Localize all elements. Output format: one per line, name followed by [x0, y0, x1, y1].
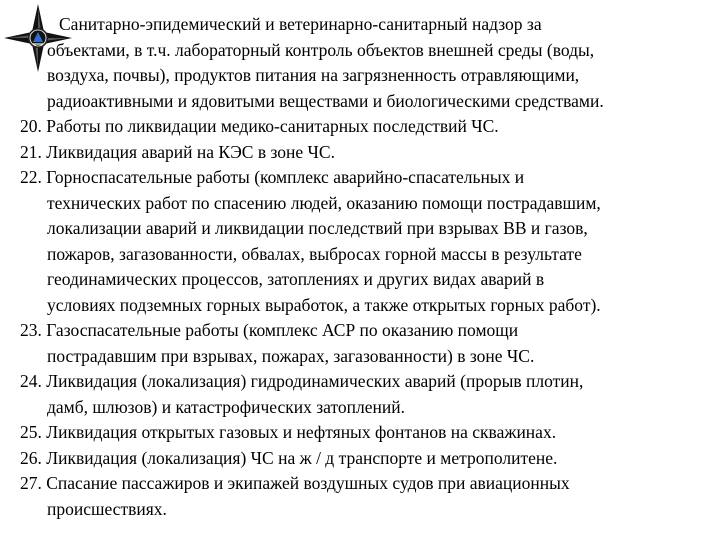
- list-item: [20, 114, 710, 140]
- list-item-line: 21. Ликвидация аварий на КЭС в зоне ЧС.: [20, 141, 335, 162]
- list-item-line: локализации аварий и ликвидации последствий при взрывах ВВ и газов,: [47, 218, 588, 238]
- list-item-line: дамб, шлюзов) и катастрофических затоплений.: [47, 396, 405, 417]
- list-item: [20, 471, 710, 522]
- list-item: [47, 12, 720, 114]
- list-item-line: 20. Работы по ликвидации медико-санитарных последствий ЧС.: [20, 116, 499, 136]
- list-item-line: 24. Ликвидация (локализация) гидродинамических аварий (прорыв плотин,: [20, 371, 584, 391]
- list-item-line: 22. Горноспасательные работы (комплекс аварийно-спасательных и: [20, 167, 525, 187]
- list-item: [20, 369, 710, 420]
- list-item-line: 27. Спасание пассажиров и экипажей воздушных судов при авиационных: [20, 473, 570, 493]
- list-item: [20, 140, 710, 166]
- list-item-line: пожаров, загазованности, обвалах, выбросах горной массы в результате: [47, 243, 582, 264]
- list-item-line: 25. Ликвидация открытых газовых и нефтяных фонтанов на скважинах.: [20, 422, 557, 442]
- list-item-line: технических работ по спасению людей, оказанию помощи пострадавшим,: [47, 192, 601, 213]
- list-item: [20, 165, 710, 318]
- list-item: [20, 318, 710, 369]
- list-item-line: 26. Ликвидация (локализация) ЧС на ж / д транспорте и метрополитене.: [20, 447, 558, 468]
- list-item-line: Санитарно-эпидемический и ветеринарно-санитарный надзор за: [59, 14, 542, 34]
- list-item-line: условиях подземных горных выработок, а также открытых горных работ).: [47, 294, 601, 315]
- list-item-line: происшествиях.: [47, 498, 167, 519]
- list-item-line: пострадавшим при взрывах, пожарах, загазованности) в зоне ЧС.: [47, 345, 535, 366]
- list-item: [20, 446, 710, 472]
- list-item-line: объектами, в т.ч. лабораторный контроль объектов внешней среды (воды,: [47, 39, 595, 60]
- list-item: [20, 420, 710, 446]
- list-item-line: воздуха, почвы), продуктов питания на загрязненность отравляющими,: [47, 65, 580, 85]
- list-item-line: геодинамических процессов, затоплениях и других видах аварий в: [47, 269, 545, 289]
- list-item-line: радиоактивными и ядовитыми веществами и биологическими средствами.: [47, 90, 604, 111]
- list-item-line: 23. Газоспасательные работы (комплекс АСР по оказанию помощи: [20, 320, 519, 340]
